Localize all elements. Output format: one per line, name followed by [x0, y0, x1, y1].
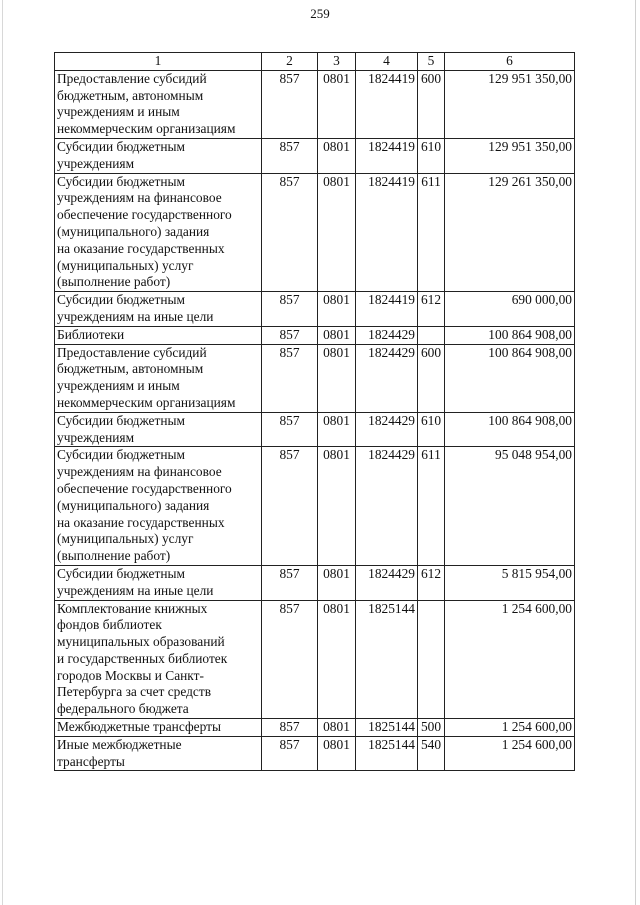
column-header: 4 [356, 53, 418, 71]
expense-name-cell: Субсидии бюджетным учреждениям на иные цели [55, 292, 262, 327]
scan-edge-left [2, 0, 3, 905]
amount-cell: 129 951 350,00 [445, 70, 575, 138]
expense-type-cell: 611 [418, 173, 445, 292]
ministry-code-cell: 857 [262, 138, 318, 173]
section-code-cell: 0801 [318, 326, 356, 344]
section-code-cell: 0801 [318, 736, 356, 771]
target-code-cell: 1824429 [356, 344, 418, 412]
amount-cell: 690 000,00 [445, 292, 575, 327]
expense-name-cell: Субсидии бюджетным учреждениям на финансовое обеспечение государственного (муниципального) задания на оказание государственных (муниципальных) услуг (выполнение работ) [55, 173, 262, 292]
amount-cell: 100 864 908,00 [445, 412, 575, 447]
page-number: 259 [310, 6, 330, 21]
target-code-cell: 1825144 [356, 600, 418, 719]
budget-table [54, 52, 575, 771]
expense-name-cell: Субсидии бюджетным учреждениям [55, 412, 262, 447]
expense-type-cell [418, 600, 445, 719]
expense-name-cell: Субсидии бюджетным учреждениям на финансовое обеспечение государственного (муниципального) задания на оказание государственных (муниципальных) услуг (выполнение работ) [55, 447, 262, 566]
expense-name-cell: Субсидии бюджетным учреждениям на иные цели [55, 565, 262, 600]
section-code-cell: 0801 [318, 70, 356, 138]
target-code-cell: 1824429 [356, 412, 418, 447]
expense-type-cell: 612 [418, 565, 445, 600]
section-code-cell: 0801 [318, 173, 356, 292]
amount-cell: 95 048 954,00 [445, 447, 575, 566]
expense-type-cell: 500 [418, 719, 445, 737]
section-code-cell: 0801 [318, 565, 356, 600]
amount-cell: 1 254 600,00 [445, 736, 575, 771]
table-row [55, 326, 575, 344]
table-row [55, 736, 575, 771]
ministry-code-cell: 857 [262, 565, 318, 600]
section-code-cell: 0801 [318, 600, 356, 719]
expense-type-cell: 612 [418, 292, 445, 327]
column-header: 5 [418, 53, 445, 71]
section-code-cell: 0801 [318, 292, 356, 327]
ministry-code-cell: 857 [262, 173, 318, 292]
expense-type-cell: 600 [418, 344, 445, 412]
target-code-cell: 1824419 [356, 173, 418, 292]
table-header-row [55, 53, 575, 71]
target-code-cell: 1824429 [356, 447, 418, 566]
expense-name-cell: Библиотеки [55, 326, 262, 344]
table-row [55, 70, 575, 138]
target-code-cell: 1824429 [356, 326, 418, 344]
target-code-cell: 1824419 [356, 138, 418, 173]
amount-cell: 129 261 350,00 [445, 173, 575, 292]
column-header: 3 [318, 53, 356, 71]
section-code-cell: 0801 [318, 719, 356, 737]
expense-type-cell: 540 [418, 736, 445, 771]
section-code-cell: 0801 [318, 138, 356, 173]
table-row [55, 292, 575, 327]
amount-cell: 1 254 600,00 [445, 719, 575, 737]
ministry-code-cell: 857 [262, 326, 318, 344]
table-row [55, 138, 575, 173]
ministry-code-cell: 857 [262, 412, 318, 447]
table-row [55, 565, 575, 600]
expense-name-cell: Иные межбюджетные трансферты [55, 736, 262, 771]
table-row [55, 344, 575, 412]
target-code-cell: 1824419 [356, 70, 418, 138]
target-code-cell: 1824429 [356, 565, 418, 600]
expense-name-cell: Предоставление субсидий бюджетным, автономным учреждениям и иным некоммерческим организациям [55, 344, 262, 412]
expense-name-cell: Предоставление субсидий бюджетным, автономным учреждениям и иным некоммерческим организациям [55, 70, 262, 138]
ministry-code-cell: 857 [262, 70, 318, 138]
amount-cell: 5 815 954,00 [445, 565, 575, 600]
table-row [55, 412, 575, 447]
expense-type-cell: 611 [418, 447, 445, 566]
target-code-cell: 1825144 [356, 719, 418, 737]
scan-edge-right [635, 0, 636, 905]
ministry-code-cell: 857 [262, 719, 318, 737]
amount-cell: 1 254 600,00 [445, 600, 575, 719]
ministry-code-cell: 857 [262, 447, 318, 566]
table-row [55, 600, 575, 719]
expense-name-cell: Комплектование книжных фондов библиотек муниципальных образований и государственных библиотек городов Москвы и Санкт- Петербурга за счет средств федерального бюджета [55, 600, 262, 719]
expense-type-cell [418, 326, 445, 344]
amount-cell: 100 864 908,00 [445, 344, 575, 412]
column-header: 6 [445, 53, 575, 71]
section-code-cell: 0801 [318, 412, 356, 447]
section-code-cell: 0801 [318, 447, 356, 566]
expense-type-cell: 610 [418, 138, 445, 173]
section-code-cell: 0801 [318, 344, 356, 412]
amount-cell: 100 864 908,00 [445, 326, 575, 344]
target-code-cell: 1824419 [356, 292, 418, 327]
target-code-cell: 1825144 [356, 736, 418, 771]
ministry-code-cell: 857 [262, 736, 318, 771]
table-row [55, 173, 575, 292]
ministry-code-cell: 857 [262, 292, 318, 327]
column-header: 1 [55, 53, 262, 71]
expense-name-cell: Субсидии бюджетным учреждениям [55, 138, 262, 173]
table-row [55, 719, 575, 737]
amount-cell: 129 951 350,00 [445, 138, 575, 173]
table-row [55, 447, 575, 566]
expense-type-cell: 600 [418, 70, 445, 138]
ministry-code-cell: 857 [262, 344, 318, 412]
column-header: 2 [262, 53, 318, 71]
expense-name-cell: Межбюджетные трансферты [55, 719, 262, 737]
ministry-code-cell: 857 [262, 600, 318, 719]
expense-type-cell: 610 [418, 412, 445, 447]
